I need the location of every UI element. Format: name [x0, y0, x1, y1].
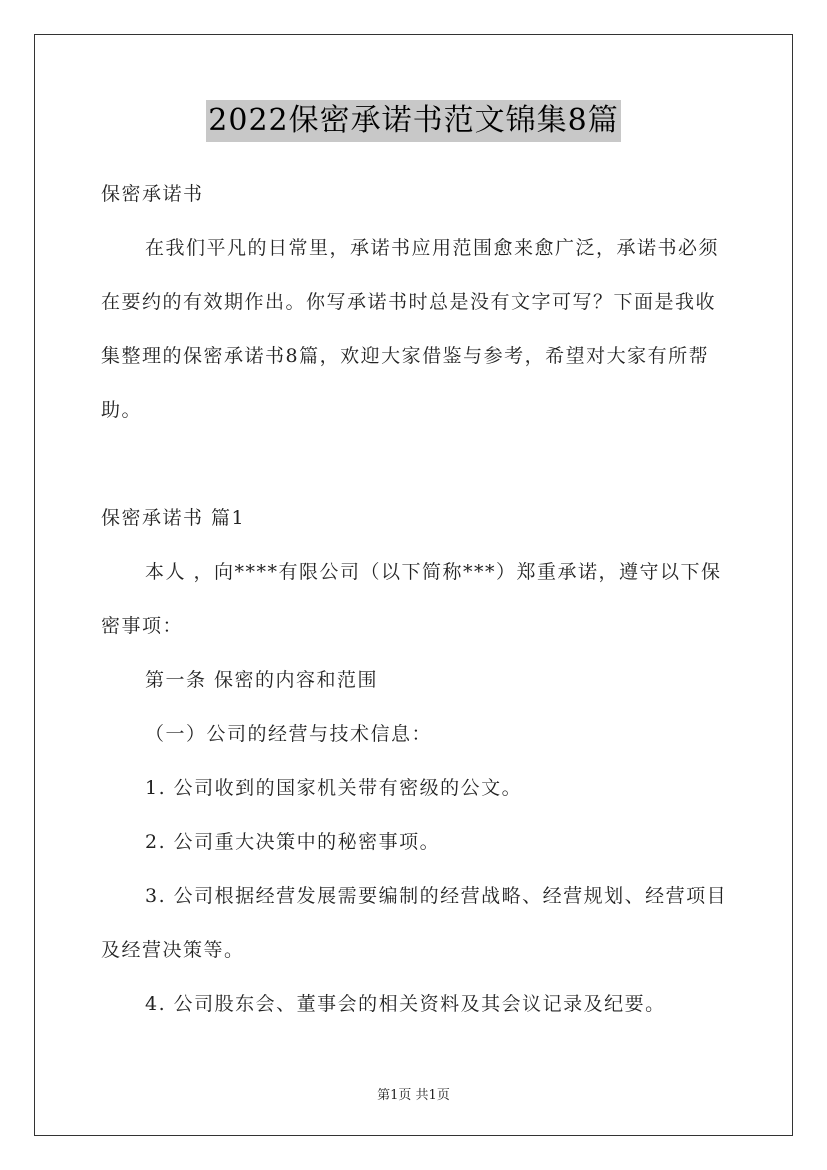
- body-line: 及经营决策等。: [101, 939, 245, 961]
- body-line: 3. 公司根据经营发展需要编制的经营战略、经营规划、经营项目: [145, 885, 728, 907]
- intro-line: 在要约的有效期作出。你写承诺书时总是没有文字可写？下面是我收: [101, 291, 717, 313]
- heading-section-1: 保密承诺书 篇1: [101, 507, 246, 529]
- body-line: （一）公司的经营与技术信息：: [145, 723, 433, 745]
- body-line: 2. 公司重大决策中的秘密事项。: [145, 831, 441, 853]
- document-title: 2022保密承诺书范文锦集8篇: [206, 100, 620, 142]
- intro-line: 助。: [101, 399, 143, 421]
- page-number: 第1页 共1页: [377, 1088, 450, 1103]
- body-line: 第一条 保密的内容和范围: [145, 669, 379, 691]
- body-line: 密事项：: [101, 615, 184, 637]
- heading-intro: 保密承诺书: [101, 183, 204, 205]
- intro-line: 在我们平凡的日常里，承诺书应用范围愈来愈广泛，承诺书必须: [145, 237, 720, 259]
- body-line: 1. 公司收到的国家机关带有密级的公文。: [145, 777, 523, 799]
- body-line: 4. 公司股东会、董事会的相关资料及其会议记录及纪要。: [145, 993, 666, 1015]
- title-container: [0, 100, 827, 142]
- body-line: 本人 ，向****有限公司（以下简称***）郑重承诺，遵守以下保: [145, 561, 722, 583]
- intro-line: 集整理的保密承诺书8篇，欢迎大家借鉴与参考，希望对大家有所帮: [101, 345, 710, 367]
